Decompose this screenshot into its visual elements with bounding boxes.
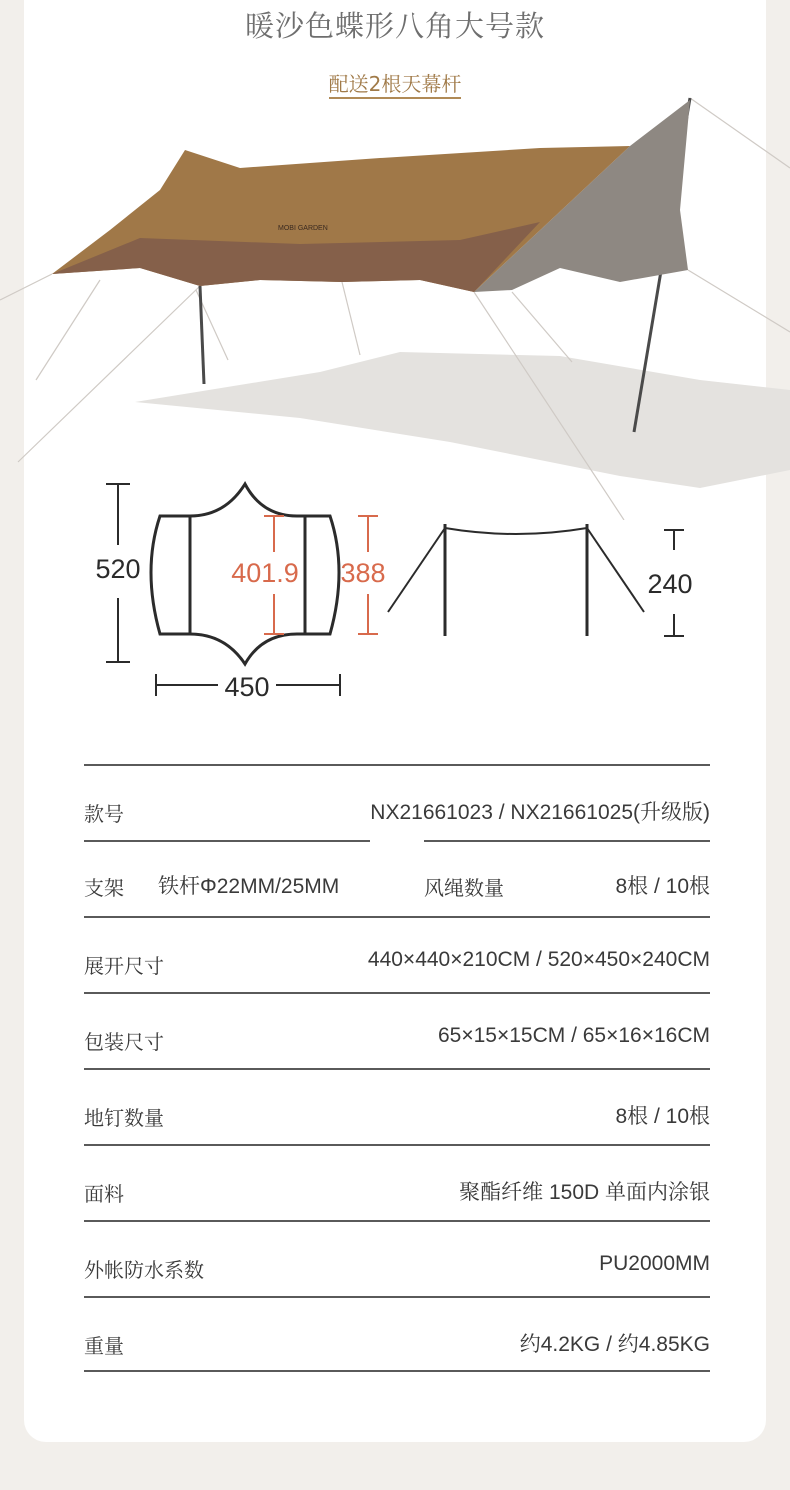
spec-row-fabric: [84, 1144, 710, 1220]
page-title: 暖沙色蝶形八角大号款: [244, 9, 545, 43]
spec-value: 8根 / 10根: [615, 1105, 710, 1128]
spec-value: 8根 / 10根: [615, 875, 710, 898]
spec-row-weight: [84, 1296, 710, 1372]
spec-value: 铁杆Φ22MM/25MM: [158, 875, 340, 898]
spec-table: [84, 764, 710, 1372]
spec-row-waterproof: [84, 1220, 710, 1296]
spec-label: 包装尺寸: [84, 1030, 164, 1054]
spec-label: 外帐防水系数: [84, 1258, 204, 1282]
pole-height-label: 240: [647, 569, 693, 599]
width-label: 450: [224, 672, 270, 702]
logo-mark: MOBI GARDEN: [278, 225, 328, 232]
spec-value: 65×15×15CM / 65×16×16CM: [437, 1024, 710, 1047]
spec-row-open-size: [84, 916, 710, 992]
spec-label: 风绳数量: [424, 876, 504, 900]
spec-label: 重量: [84, 1334, 124, 1358]
spec-row-model: [84, 764, 710, 840]
spec-value: 聚酯纤维 150D 单面内涂银: [459, 1181, 710, 1204]
spec-label: 地钉数量: [84, 1106, 164, 1130]
spec-label: 面料: [84, 1182, 124, 1206]
dimension-diagram: [0, 0, 790, 720]
spec-value: PU2000MM: [599, 1252, 710, 1275]
spec-label: 支架: [84, 876, 124, 900]
spec-value: 约4.2KG / 约4.85KG: [519, 1333, 710, 1356]
height-edge-label: 388: [340, 558, 386, 588]
height-total-label: 520: [95, 554, 141, 584]
spec-value: NX21661023 / NX21661025(升级版): [370, 801, 710, 824]
spec-row-frame: [84, 840, 710, 916]
spec-label: 款号: [84, 802, 124, 826]
spec-label: 展开尺寸: [84, 954, 164, 978]
spec-value: 440×440×210CM / 520×450×240CM: [367, 948, 710, 971]
spec-row-stakes: [84, 1068, 710, 1144]
spec-row-pack-size: [84, 992, 710, 1068]
height-inner-label: 401.9: [231, 558, 299, 588]
subtitle-text: 配送2根天幕杆: [329, 72, 462, 99]
side-view: [388, 524, 644, 636]
